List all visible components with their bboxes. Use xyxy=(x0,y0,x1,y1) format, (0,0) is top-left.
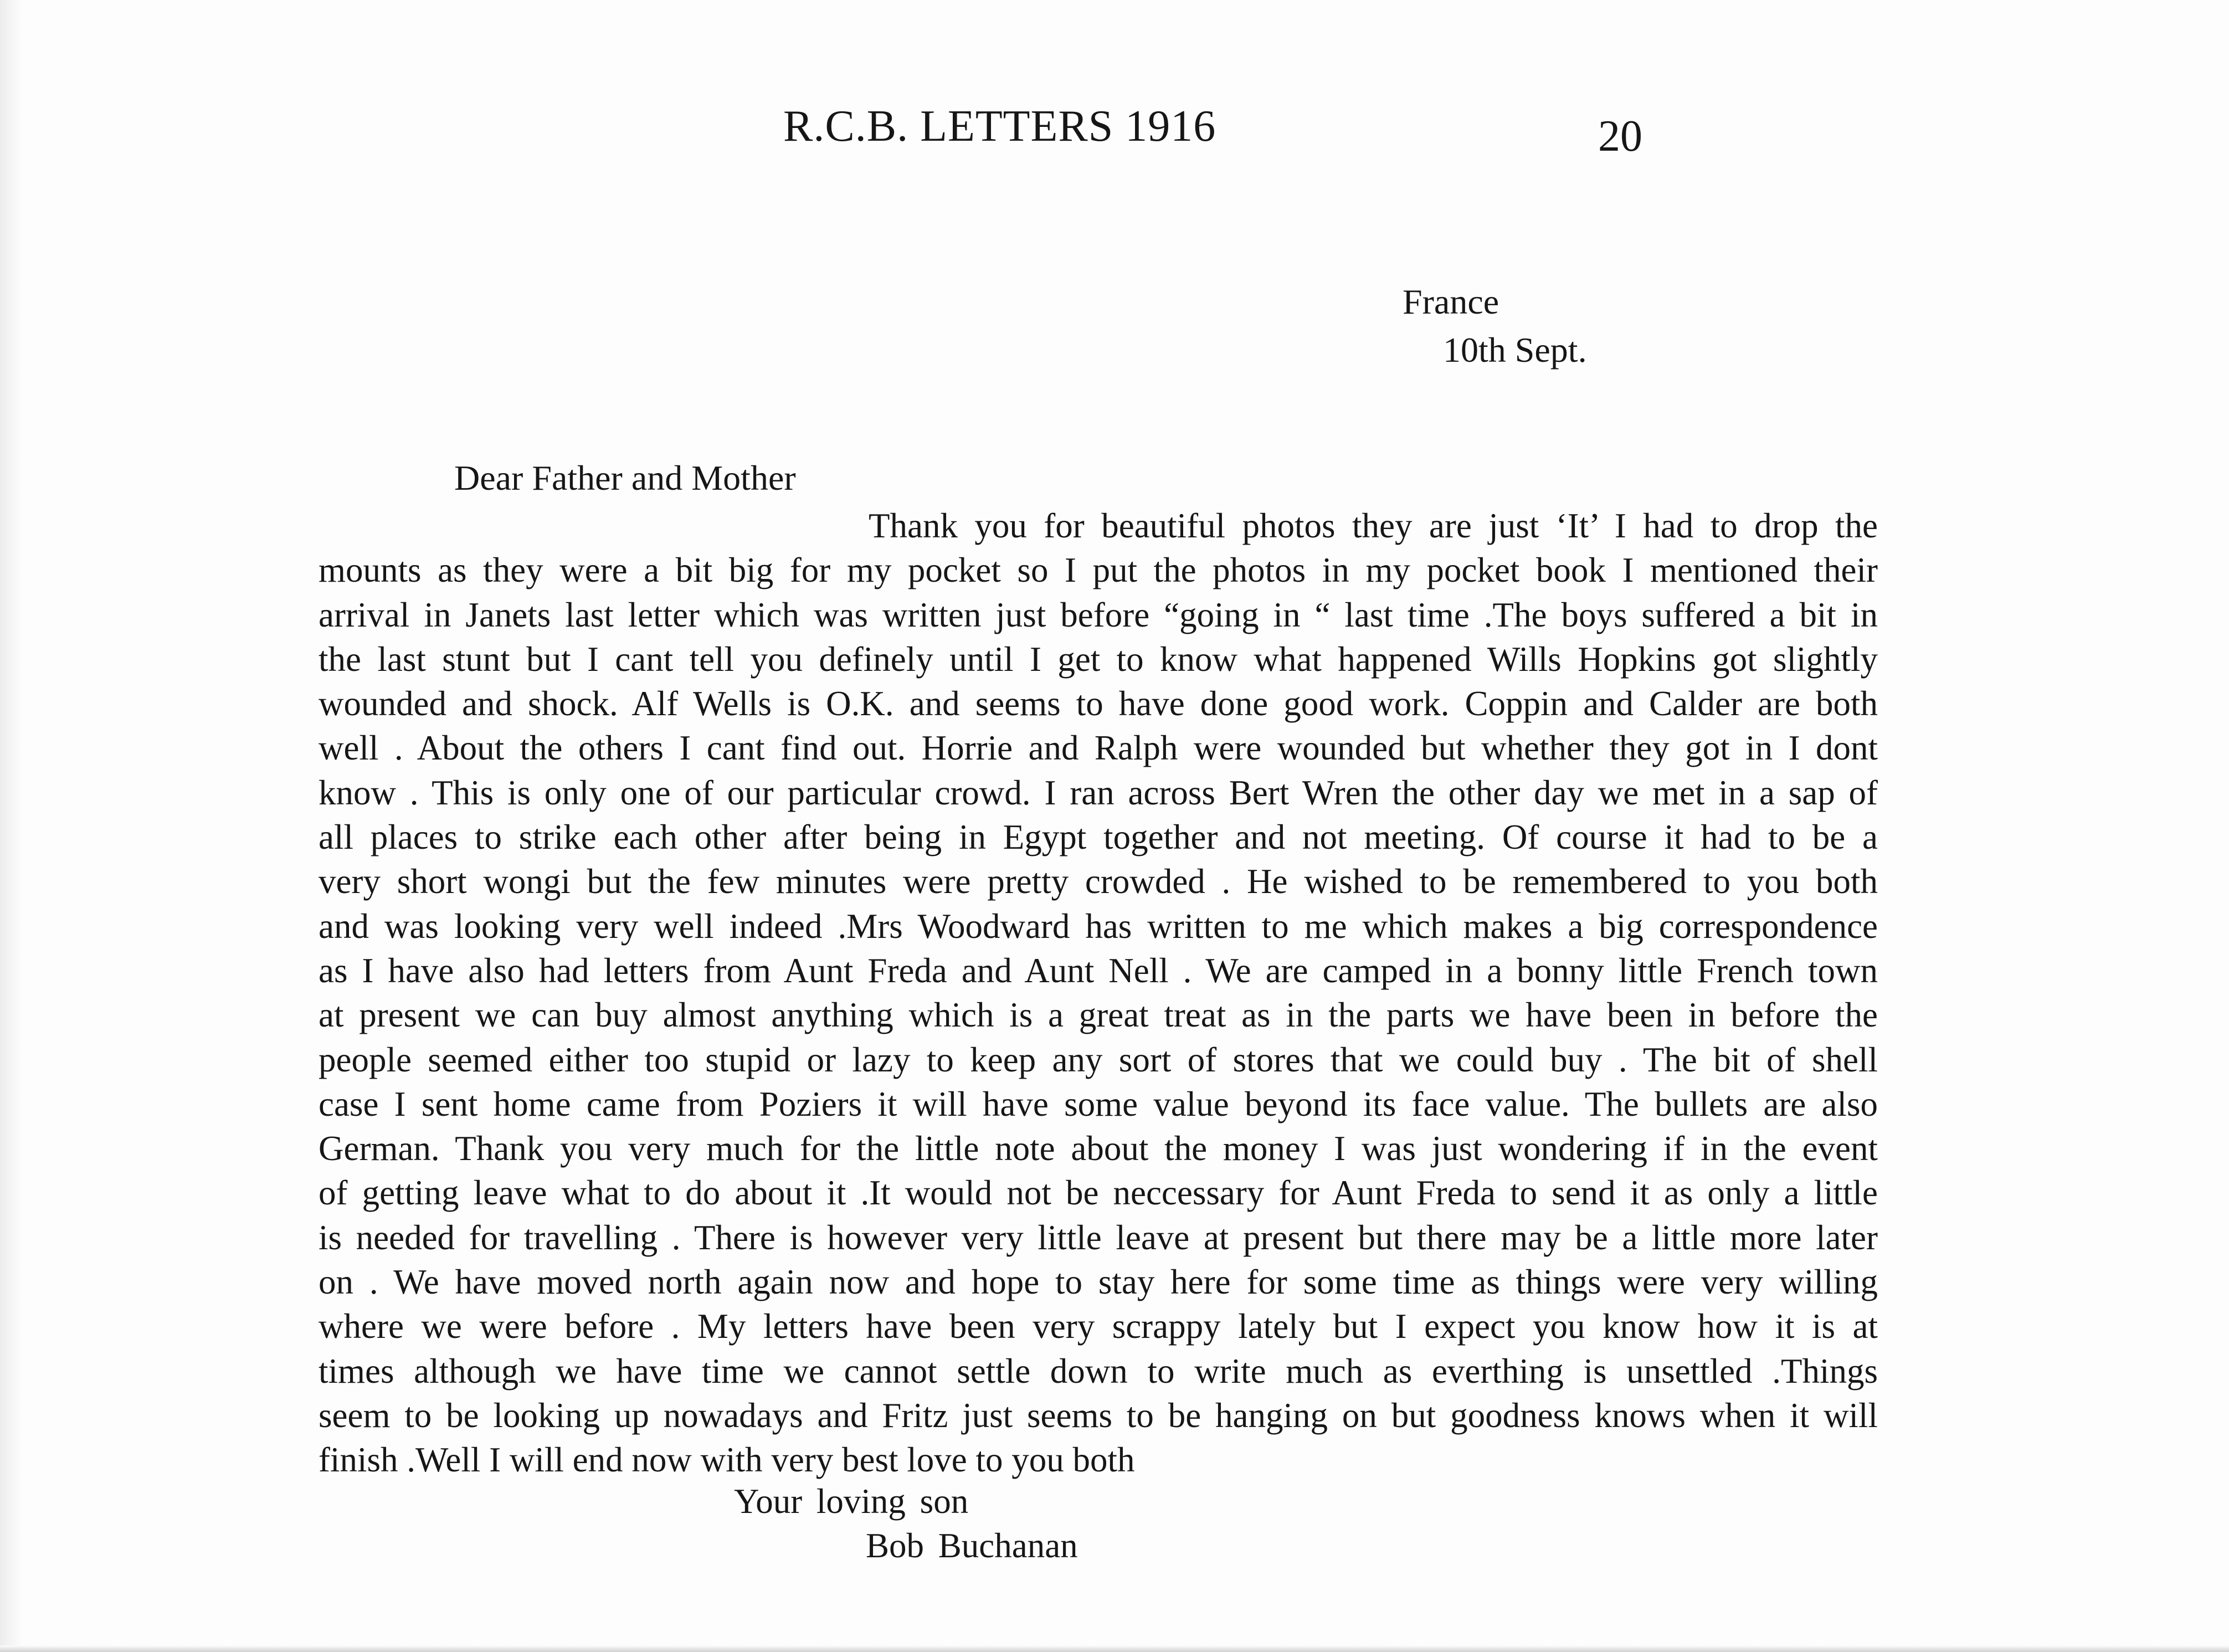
page-header-title: R.C.B. LETTERS 1916 xyxy=(783,102,1216,151)
dateline-place: France xyxy=(1403,282,1499,321)
page-number: 20 xyxy=(1598,112,1642,161)
letter-body-line: mounts as they were a bit big for my pocket so I put the photos in my pocket book I mentioned their xyxy=(319,551,1878,590)
letter-body-line: wounded and shock. Alf Wells is O.K. and seems to have done good work. Coppin and Calder are both xyxy=(319,684,1878,724)
letter-body-line: very short wongi but the few minutes were pretty crowded . He wished to be remembered to you both xyxy=(319,862,1878,901)
letter-body-line: where we were before . My letters have been very scrappy lately but I expect you know how it is at xyxy=(319,1307,1878,1346)
letter-salutation: Dear Father and Mother xyxy=(454,458,796,497)
letter-body-line: Thank you for beautiful photos they are just ‘It’ I had to drop the xyxy=(869,506,1878,545)
letter-closing: Your loving son xyxy=(734,1482,969,1521)
letter-body-line: the last stunt but I cant tell you definely until I get to know what happened Wills Hopkins got slightly xyxy=(319,639,1878,679)
letter-body-line: finish .Well I will end now with very best love to you both xyxy=(319,1440,1135,1480)
letter-body-line: on . We have moved north again now and hope to stay here for some time as things were very willing xyxy=(319,1263,1878,1302)
scan-edge-shadow xyxy=(0,0,22,1652)
letter-body-line: well . About the others I cant find out. Horrie and Ralph were wounded but whether they got in I dont xyxy=(319,728,1878,768)
letter-signature: Bob Buchanan xyxy=(866,1526,1078,1565)
letter-body-line: people seemed either too stupid or lazy to keep any sort of stores that we could buy . The bit of shell xyxy=(319,1040,1878,1079)
letter-body-line: as I have also had letters from Aunt Freda and Aunt Nell . We are camped in a bonny little French town xyxy=(319,951,1878,990)
letter-body-line: German. Thank you very much for the little note about the money I was just wondering if in the event xyxy=(319,1129,1878,1168)
letter-body-line: know . This is only one of our particular crowd. I ran across Bert Wren the other day we met in a sap of xyxy=(319,773,1878,812)
letter-body-line: case I sent home came from Poziers it will have some value beyond its face value. The bullets are also xyxy=(319,1084,1878,1123)
letter-body-line: all places to strike each other after being in Egypt together and not meeting. Of course it had to be a xyxy=(319,818,1878,857)
letter-body-line: at present we can buy almost anything which is a great treat as in the parts we have been in before the xyxy=(319,996,1878,1035)
letter-body-line: is needed for travelling . There is however very little leave at present but there may be a little more later xyxy=(319,1218,1878,1257)
letter-body-line: arrival in Janets last letter which was written just before “going in “ last time .The boys suffered a bit in xyxy=(319,595,1878,634)
letter-body-line: times although we have time we cannot settle down to write much as everthing is unsettled .Things xyxy=(319,1351,1878,1391)
scan-bottom-edge xyxy=(0,1645,2229,1652)
letter-body-line: seem to be looking up nowadays and Fritz just seems to be hanging on but goodness knows when it will xyxy=(319,1396,1878,1435)
dateline-date: 10th Sept. xyxy=(1443,330,1587,370)
letter-body-line: and was looking very well indeed .Mrs Woodward has written to me which makes a big correspondence xyxy=(319,906,1878,946)
letter-body-line: of getting leave what to do about it .It would not be neccessary for Aunt Freda to send it as only a little xyxy=(319,1173,1878,1213)
letter-body xyxy=(319,504,1878,1482)
